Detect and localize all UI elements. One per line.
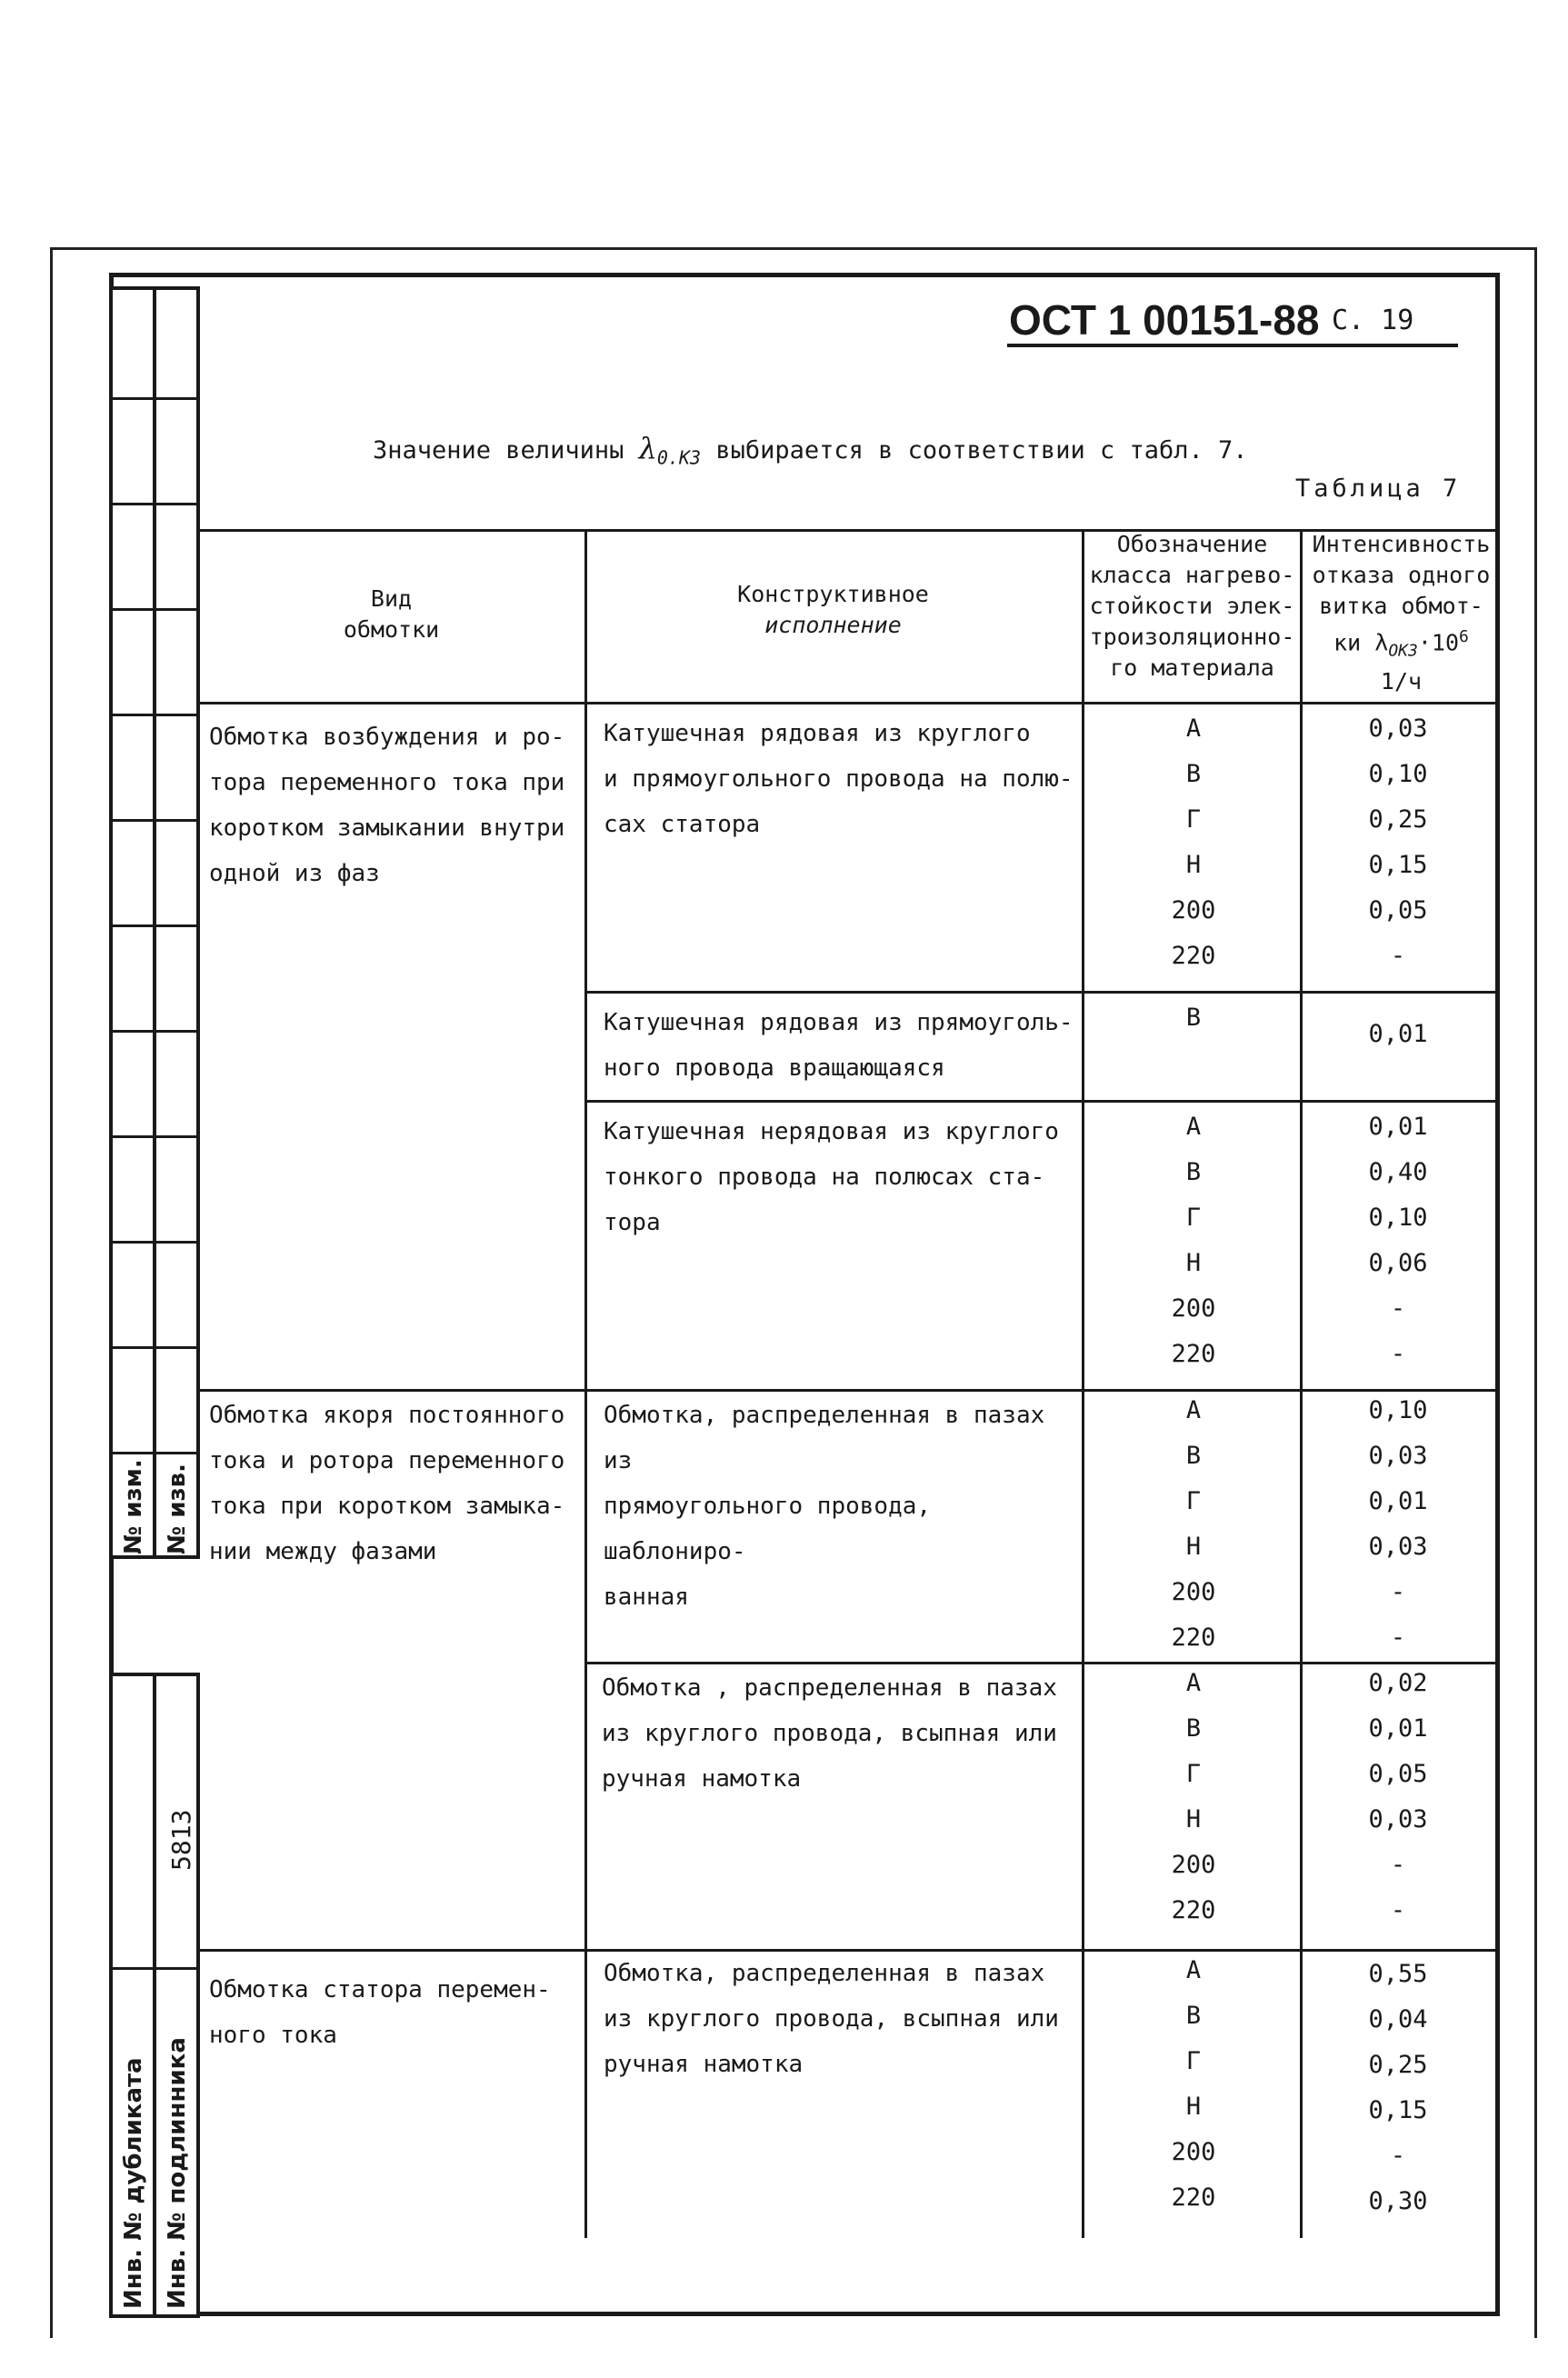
- class-value: В: [1185, 1158, 1202, 1186]
- header-intensity-line: 1/ч: [1380, 668, 1423, 695]
- header-class-line: го материала: [1110, 654, 1274, 681]
- intensity-value: 0,30: [1368, 2187, 1428, 2215]
- intensity-value: 0,25: [1368, 2051, 1428, 2079]
- stamp-column-izm: [109, 286, 156, 1559]
- intensity-value: 0,04: [1368, 2005, 1428, 2033]
- header-class-line: стойкости элек-: [1089, 593, 1295, 619]
- lambda-symbol: λ: [638, 431, 657, 465]
- intensity-value: 0,02: [1368, 1669, 1428, 1697]
- col-divider-1: [584, 529, 587, 2238]
- kind-cell: Обмотка возбуждения и ро- тора переменного тока при коротком замыкании внутри одной из фаз: [209, 724, 565, 887]
- header-intensity-mult: ·10: [1417, 629, 1460, 656]
- intensity-value: -: [1390, 1578, 1406, 1606]
- header-construction-line: Конструктивное: [737, 581, 929, 607]
- group-separator: [584, 1100, 1500, 1103]
- intensity-value: 0,01: [1368, 1487, 1428, 1515]
- document-code: ОСТ 1 00151-88: [1009, 296, 1320, 344]
- class-value: Н: [1185, 1533, 1202, 1561]
- class-value: 200: [1171, 896, 1216, 924]
- header-intensity-line: витка обмот-: [1319, 593, 1483, 619]
- header-intensity-exp: 6: [1459, 627, 1469, 646]
- header-intensity: [1303, 529, 1500, 697]
- intensity-value: 0,03: [1368, 1533, 1428, 1561]
- header-intensity-line: Интенсивность: [1312, 531, 1491, 557]
- intensity-value: -: [1390, 1896, 1406, 1924]
- group-separator: [584, 991, 1500, 994]
- construction-cell: Катушечная рядовая из прямоуголь- ного провода вращающаяся: [604, 1009, 1074, 1082]
- header-class-line: класса нагрево-: [1089, 562, 1295, 588]
- stamp-izv-label: № изв.: [164, 1464, 191, 1554]
- class-value: В: [1185, 1714, 1202, 1743]
- class-value: Н: [1185, 1805, 1202, 1833]
- class-value: 200: [1171, 1294, 1216, 1323]
- class-value: Г: [1185, 2047, 1202, 2075]
- header-kind: [198, 584, 584, 645]
- class-value: В: [1185, 2002, 1202, 2030]
- class-value: Н: [1185, 851, 1202, 879]
- construction-cell: Обмотка, распределенная в пазах из круглого провода, всыпная или ручная намотка: [604, 1960, 1059, 2078]
- class-value: В: [1185, 760, 1202, 788]
- intensity-value: 0,01: [1368, 1714, 1428, 1743]
- intensity-value: 0,15: [1368, 851, 1428, 879]
- class-value: 220: [1171, 1340, 1216, 1368]
- intensity-value: -: [1390, 942, 1406, 970]
- intensity-value: -: [1390, 1340, 1406, 1368]
- intensity-value: -: [1390, 1624, 1406, 1652]
- intensity-value: 0,01: [1368, 1020, 1428, 1048]
- header-class-line: Обозначение: [1116, 531, 1268, 557]
- inv-number: 5813: [166, 1809, 196, 1871]
- intensity-value: 0,10: [1368, 760, 1428, 788]
- group-separator: [584, 1662, 1500, 1664]
- class-value: А: [1185, 1113, 1202, 1141]
- intensity-value: 0,01: [1368, 1113, 1428, 1141]
- header-intensity-lambda: ки λ: [1333, 629, 1389, 656]
- header-kind-line: Вид: [370, 585, 413, 612]
- class-value: 200: [1171, 1578, 1216, 1606]
- stamp-inv-dup-label: Инв. № дубликата: [120, 2057, 147, 2309]
- intensity-value: 0,06: [1368, 1249, 1428, 1277]
- construction-cell: Обмотка , распределенная в пазах из круглого провода, всыпная или ручная намотка: [602, 1674, 1057, 1793]
- intensity-value: 0,40: [1368, 1158, 1428, 1186]
- intensity-value: 0,03: [1368, 1805, 1428, 1833]
- class-value: А: [1185, 714, 1202, 743]
- class-value: 200: [1171, 2138, 1216, 2166]
- header-construction: [584, 579, 1082, 641]
- header-construction-line: исполнение: [764, 612, 902, 638]
- intensity-value: 0,05: [1368, 1760, 1428, 1788]
- intro-before: Значение величины: [373, 436, 639, 465]
- header-intensity-formula: [1303, 622, 1500, 666]
- header-bottom-line: [198, 702, 1500, 704]
- class-value: Г: [1185, 1487, 1202, 1515]
- kind-separator: [198, 1389, 1500, 1392]
- intro-sentence: [373, 431, 1248, 468]
- stamp-inv-orig-label: Инв. № подлинника: [164, 2037, 191, 2309]
- intensity-value: 0,10: [1368, 1396, 1428, 1424]
- class-value: 200: [1171, 1851, 1216, 1879]
- stamp-izm-label: № изм.: [120, 1459, 147, 1554]
- class-value: В: [1185, 1004, 1202, 1032]
- class-value: 220: [1171, 942, 1216, 970]
- class-value: Г: [1185, 1204, 1202, 1232]
- page-number: С. 19: [1332, 305, 1414, 336]
- class-value: Г: [1185, 1760, 1202, 1788]
- header-intensity-line: отказа одного: [1312, 562, 1491, 588]
- kind-cell: Обмотка статора перемен- ного тока: [209, 1976, 551, 2049]
- stamp-column-izv: [153, 286, 200, 1559]
- intro-after: выбирается в соответствии с табл. 7.: [701, 436, 1248, 465]
- class-value: А: [1185, 1396, 1202, 1424]
- page-border-top: [50, 247, 1536, 250]
- table-caption: Таблица 7: [1295, 475, 1462, 503]
- intensity-value: 0,03: [1368, 1442, 1428, 1470]
- intensity-value: 0,03: [1368, 714, 1428, 743]
- page-border-right: [1534, 247, 1537, 2338]
- intensity-value: -: [1390, 2142, 1406, 2170]
- intensity-value: 0,25: [1368, 805, 1428, 834]
- page-border-left: [50, 247, 53, 2338]
- class-value: А: [1185, 1956, 1202, 1984]
- intensity-value: 0,10: [1368, 1204, 1428, 1232]
- header-intensity-sub: ОКЗ: [1388, 641, 1418, 661]
- intensity-value: 0,05: [1368, 896, 1428, 924]
- class-value: Г: [1185, 805, 1202, 834]
- class-value: 220: [1171, 1896, 1216, 1924]
- header-class: [1084, 529, 1300, 684]
- table-7: [198, 529, 1500, 2238]
- header-class-line: троизоляционно-: [1089, 624, 1295, 650]
- intensity-value: -: [1390, 1851, 1406, 1879]
- construction-cell: Катушечная нерядовая из круглого тонкого провода на полюсах ста- тора: [604, 1118, 1059, 1236]
- class-value: 220: [1171, 1624, 1216, 1652]
- header-kind-line: обмотки: [343, 616, 440, 643]
- header-underline: [1007, 344, 1458, 347]
- intensity-value: 0,15: [1368, 2096, 1428, 2124]
- class-value: А: [1185, 1669, 1202, 1697]
- intensity-value: 0,55: [1368, 1960, 1428, 1988]
- intensity-value: -: [1390, 1294, 1406, 1323]
- class-value: Н: [1185, 1249, 1202, 1277]
- construction-cell: Катушечная рядовая из круглого и прямоугольного провода на полю- сах статора: [604, 720, 1074, 838]
- lambda-subscript: 0.КЗ: [656, 446, 702, 469]
- class-value: В: [1185, 1442, 1202, 1470]
- construction-cell: Обмотка, распределенная в пазах из прямоугольного провода, шаблониро- ванная: [604, 1402, 1045, 1611]
- class-value: 220: [1171, 2183, 1216, 2212]
- class-value: Н: [1185, 2093, 1202, 2121]
- kind-cell: Обмотка якоря постоянного тока и ротора переменного тока при коротком замыка- нии между фазами: [209, 1402, 565, 1565]
